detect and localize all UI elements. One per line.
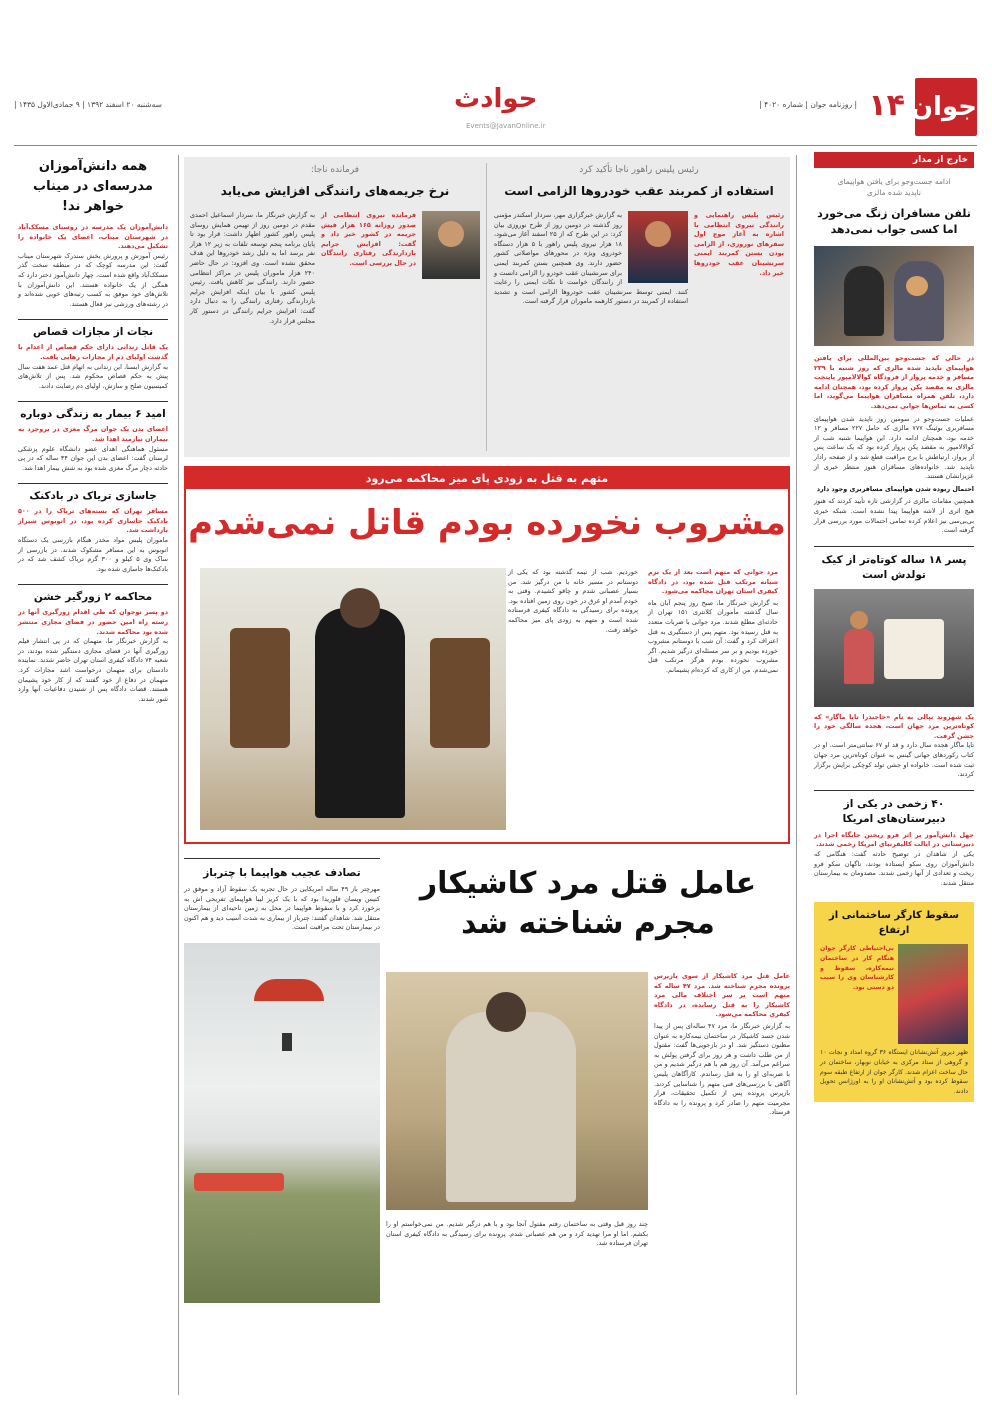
left-story3-headline: امید ۶ بیمار به زندگی دوباره [20,408,166,421]
page-number: ۱۴ [868,88,905,123]
kicker-label: خارج از مدار [814,152,974,168]
right-column [814,152,974,1102]
left-story2-lead: یک قاتل زندانی دارای حکم قصاص از اعدام با گذشت اولیای دم از مجازات رهایی یافت. [18,343,168,361]
airport-photo [814,246,974,346]
feature1-headline: مشروب نخورده بودم قاتل نمی‌شدم [188,503,786,543]
convict-photo [386,972,648,1210]
newspaper-logo: جوان [915,78,977,136]
divider [486,163,487,451]
left-story4-body: ماموران پلیس مواد مخدر هنگام بازرسی یک دستگاه اتوبوس به این مسافر مشکوک شدند. در بازرسی از ساک وی ۵ کیلو و ۳۰۰ گرم تریاک کشف شد که در بادکنک‌ها جاسازی شده بود. [18,536,168,573]
left-story3-body: مسئول هماهنگی اهدای عضو دانشگاه علوم پزشکی لرستان گفت: اعضای بدن این جوان ۳۴ ساله که در پی حادثه دچار مرگ مغزی شده بود به شش بیمار اهدا شد. [18,444,168,472]
masthead-divider [14,145,977,146]
left-story1-body: رئیس آموزش و پرورش بخش سندرک شهرستان میناب گفت: این مدرسه کوچک که در منطقه سخت گذر مسکک‌آباد واقع شده است، چهار دانش‌آموز دختر دارد که همگی از یک خانواده هستند. این دانش‌آموزان با تلاش‌های خود موفق به کسب رتبه‌های خوبی شده‌اند و در رشته‌های ورزشی نیز فعال هستند. [18,251,168,308]
left-story1-lead: دانش‌آموزان یک مدرسه در روستای مسکک‌آباد در شهرستان میناب، اعضای یک خانواده را تشکیل می‌دهند. [18,223,168,251]
story-intro: در حالی که جست‌وجو بین‌المللی برای یافتن هواپیمای ناپدید شده مالزی که روز شنبه با ۲۳۹ مسافر و خدمه پرواز از فرودگاه کوالالامپور پایتخت مالزی به مقصد پکن پرواز کرده بود، همچنان ادامه دارد، تلفن همراه مسافران هواپیما می‌گوید، اما کسی به تماس‌ها جوابی نمی‌دهد. [814,354,974,410]
story3-headline: ۴۰ زخمی در یکی از دبیرستان‌های امریکا [842,797,946,825]
left-story2-body: به گزارش ایسنا، این زندانی به اتهام قتل عمد هفت سال پیش به حکم قصاص محکوم شد. پس از تلاش‌های کمیسیون صلح و سازش، اولیای دم رضایت دادند. [18,362,168,390]
top-stories-box [184,157,790,457]
feature2-bottom [386,1220,648,1249]
fine-body: به گزارش خبرنگار ما، سردار اسماعیل احمدی مقدم در دومین روز از تهیمن همایش روسای پلیس راهور کشور اظهار داشت: قرار بود تا پایان برنامه پنجم توسعه تلفات به زیر ۱۲ هزار نفر برسد اما به دلیل رشد خودروها این هدف محقق نشده است. وی افزود: در حال حاضر ۲۴۰ هزار ماموران پلیس در مراکز انتظامی حضور دارند. رانندگی نیز کاهش یافت. رئیس پلیس کشور با بیان اینکه افزایش جرایم بازدارندگی رفتاری رانندگی را به دنبال دارد گفت: افزایش جرایم رانندگی در دستور کار مجلس قرار دارد. [190,211,315,325]
feature1-body: به گزارش خبرنگار ما، صبح روز پنجم آبان ماه سال گذشته مأموران کلانتری ۱۵۱ تهران از حادثه‌ای مطلع شدند. مرد جوانی با ضربات متعدد به قتل رسیده بود. متهم پس از دستگیری به قتل اعتراف کرد و گفت: آن شب با دوستانم مشروب خورده بودیم و بر سر مسئله‌ای درگیر شدیم. اگر مشروب نخورده بودم هرگز مرتکب قتل نمی‌شدم. من از کاری که کرده‌ام پشیمانم. [648,598,778,674]
story4-lead: بی‌احتیاطی کارگر جوان هنگام کار در ساختمان نیمه‌کاره، سقوط و کارشناسان وی را سبب دو دستی بود. [820,945,894,991]
feature3 [184,858,380,1398]
section-email: Events@JavanOnline.ir [466,122,546,130]
lead-small: ادامه جست‌وجو برای یافتن هواپیمای ناپدید شده مالزی [837,177,951,197]
police-kicker: رئیس پلیس راهور ناجا تأکید کرد [579,165,699,175]
paraglider-photo [184,943,380,1303]
feature2-lead: عامل قتل مرد کاشیکار از سوی بازپرس پرونده مجرم شناخته شد. مرد ۴۷ ساله که متهم است بر سر اختلاف مالی مرد کاشیکار را به قتل رسانده، در دادگاه کیفری محاکمه می‌شود. [654,972,790,1019]
fine-kicker: فرمانده ناجا: [310,165,360,175]
divider [18,401,168,402]
divider [18,319,168,320]
left-column [18,157,168,704]
birthday-photo [814,589,974,707]
story-body: عملیات جست‌وجو در سومین روز ناپدید شدن هواپیمای مسافربری بوئینگ ۷۷۷ مالزی که حامل ۲۲۷ مسافر و ۱۲ خدمه بود، همچنان ادامه دارد. این هواپیما شنبه شب از کوالالامپور به مقصد پکن پرواز کرده بود که یک ساعت پس از پرواز، ارتباطش با برج مراقبت قطع شد و از صفحه رادار ناپدید شد. خانواده‌های مسافران هنوز منتظر خبری از عزیزانشان هستند. [814,414,974,481]
story4-headline: سقوط کارگر ساختمانی از ارتفاع [829,910,959,937]
story4-box [814,902,974,1102]
masthead [14,78,977,136]
fine-story [190,165,480,326]
police-body: به گزارش خبرگزاری مهر، سردار اسکندر مؤمنی روز گذشته در دومین روز از طرح نوروزی بیان کرد: در این طرح که از ۲۵ اسفند آغاز می‌شود، ۱۸ هزار نیروی پلیس راهور با ۵ هزار دستگاه خودروی ویژه در محورهای مواصلاتی کشور حضور دارند. وی همچنین بستن کمربند ایمنی برای سرنشینان عقب خودرو را الزامی دانست و از رانندگان خواست تا نکات ایمنی را رعایت کنند. ایمنی توسط سرنشینان عقب خودروها الزامی است و تشدید استفاده از کمربند در دستور کارهمه ماموران قرار گرفته است. [494,211,688,306]
story2-headline: پسر ۱۸ ساله کوتاه‌تر از کیک تولدش است [821,553,967,581]
fall-photo [898,944,968,1044]
feature1-col-right [648,568,778,676]
left-story5-headline: محاکمه ۲ زورگیر خشن [33,591,153,604]
feature1-box [184,466,790,844]
section-title: حوادث [454,84,538,114]
column-rule [178,155,179,1395]
story-headline: تلفن مسافران زنگ می‌خورد اما کسی جواب نمی‌دهد [817,207,971,236]
left-story3-lead: اعضای بدن یک جوان مرگ مغزی در بروجرد به بیماران نیازمند اهدا شد. [18,425,168,443]
feature2 [386,858,790,1398]
divider [814,546,974,547]
police-lead: رئیس پلیس راهنمایی و رانندگی نیروی انتظامی با اشاره به آغاز موج اول سفرهای نوروزی، از الزامی بودن بستن کمربند ایمنی سرنشینان عقب خودروها خبر داد. [694,211,784,277]
date-info: سه‌شنبه ۲۰ اسفند ۱۳۹۲ | ۹ جمادی‌الاول ۱۴۳۵ | [14,100,162,109]
divider [18,483,168,484]
issue-info: | روزنامه جوان | شماره ۴۰۲۰ | [759,100,857,109]
feature1-lead: مرد جوانی که متهم است بعد از یک بزم شبانه مرتکب قتل شده بود، در دادگاه کیفری استان تهران محاکمه می‌شود. [648,568,778,596]
police-chief-photo [628,211,688,283]
story2-lead: یک شهروند نپالی به نام «خاجندرا تاپا ماگار» که کوتاه‌ترین مرد جهان است، هجده سالگی خود را جشن گرفت. [814,712,974,740]
suspect-photo [200,568,506,830]
police-story [494,165,784,307]
column-rule [796,155,797,1395]
left-story5-lead: دو پسر نوجوان که طی اقدام زورگیری آنها در رسته راه امین حضور در فضای مجازی منتشر شده بود محاکمه شدند. [18,608,168,636]
left-story1-headline: همه دانش‌آموزان مدرسه‌ای در میناب خواهر ند! [33,159,153,214]
left-story4-lead: مسافر تهران که بسته‌های تریاک را در ۵۰۰ بادکنک جاسازی کرده بود، در اتوبوس شیراز بازداشت شد. [18,507,168,535]
story2-body: تاپا ماگار هجده سال دارد و قد او ۶۷ سانتی‌متر است. او در کتاب رکوردهای جهانی گینس به عنوان کوتاه‌ترین مرد جهان ثبت شده است. خانواده او جشن تولد کوچکی برایش برگزار کردند. [814,741,974,779]
commander-photo [422,211,480,279]
divider [814,790,974,791]
feature3-body: مهرچتر باز ۴۹ ساله امریکایی در حال تجربه یک سقوط آزاد و موفق در کنیس ویسان فلوریدا بود که با یک کریز لیبا هواپیمای تفریحی اش به برخورد کرد و با سقوط هواپیما در محل به زمین ناحیه‌ای از بیمارستان منتقل شد. شاهدان گفتند: چترباز از بیماری به شدت آسیب دید و هم اکنون در بیمارستان تحت مراقبت است. [184,885,380,932]
story4-body: ظهر دیروز آتش‌نشانان ایستگاه ۳۶ گروه امداد و نجات ۱۰ و گروهی از ستاد مرکزی به خیابان نوبهار، ساختمان در حال ساخت اعزام شدند. کارگر جوان از ارتفاع طبقه سوم سقوط کرده بود و آتش‌نشانان او را به اورژانس تحویل دادند. [820,1049,969,1095]
feature2-headline: عامل قتل مرد کاشیکار مجرم شناخته شد [419,866,757,941]
feature2-right-col [654,972,790,1118]
fine-headline: نرخ جریمه‌های رانندگی افزایش می‌یابد [220,184,450,198]
feature1-body-2: خوردیم. شب از نیمه گذشته بود که یکی از دوستانم در مسیر خانه با من درگیر شد. من بسیار عصبانی شدم و چاقو کشیدم. وقتی به خودم آمدم او غرق در خون روی زمین افتاده بود. پرونده برای رسیدگی به دادگاه کیفری فرستاده شده است و متهم به زودی پای میز محاکمه خواهد رفت. [508,568,638,634]
story-subhead: احتمال ربوده شدن هواپیمای مسافربری وجود دارد [816,484,974,493]
feature1-col-left [508,568,638,635]
story3-body: یکی از شاهدان در توضیح حادثه گفت: هنگامی که دانش‌آموزان روی سکو ایستاده بودند، ناگهان سکو فرو ریخت و تعدادی از آنها زخمی شدند. مصدومان به بیمارستان منتقل شدند. [814,850,974,887]
left-story5-body: به گزارش خبرنگار ما، متهمان که در پی انتشار فیلم زورگیری آنها در فضای مجازی دستگیر شده بودند، در شعبه ۷۴ دادگاه کیفری استان تهران حاضر شدند. نماینده دادستان برای متهمان درخواست اشد مجازات کرد. متهمان در دفاع از خود گفتند که از کار خود پشیمان هستند. قضات دادگاه پس از شنیدن دفاعیات آنها وارد شور شدند. [18,637,169,703]
divider [18,584,168,585]
feature2-body: به گزارش خبرنگار ما، مرد ۴۷ ساله‌ای پس از پیدا شدن جسد کاشیکار در ساختمان نیمه‌کاره به عنوان مظنون دستگیر شد. او در بازجویی‌ها گفت: مقتول از من طلب داشت و هر روز برای گرفتن پولش به سراغم می‌آمد. آن روز هم با هم درگیر شدیم و من با ضربه‌ای او را به قتل رساندم. کارآگاهان پلیس آگاهی با بررسی‌های فنی متهم را شناسایی کردند. بازپرس پرونده پس از تکمیل تحقیقات، قرار مجرمیت متهم را صادر کرد و پرونده را به دادگاه فرستاد. [654,1021,790,1117]
feature2-body-2: چند روز قبل وقتی به ساختمان رفتم مقتول آنجا بود و با هم درگیر شدیم. من نمی‌خواستم او را بکشم. اما او مرا تهدید کرد و من هم عصبانی شدم. پرونده برای رسیدگی به دادگاه کیفری استان تهران فرستاده شد. [386,1220,648,1248]
story-body-2: همچنین مقامات مالزی در گزارشی تازه تأیید کردند که هنوز هیچ اثری از لاشه هواپیما پیدا نشده است. شبکه خبری بی‌بی‌سی نیز اعلام کرده تمامی احتمالات مورد بررسی قرار گرفته است. [814,497,974,535]
left-story4-headline: جاسازی تریاک در بادکنک [29,490,157,503]
feature3-headline: تصادف عجیب هواپیما با چترباز [203,867,361,879]
feature1-kicker: متهم به قتل به زودی پای میز محاکمه می‌رود [186,468,788,489]
police-headline: استفاده از کمربند عقب خودروها الزامی است [504,184,774,198]
fine-lead: فرمانده نیروی انتظامی از صدور روزانه ۱۶۵ هزار فیش جریمه در کشور خبر داد و گفت: افزایش جرایم بازدارندگی رفتاری رانندگان در حال بررسی است. [321,211,416,267]
story3-lead: جهل دانش‌آموز بر اثر فرو ریختن جایگاه اجرا در دبیرستانی در ایالت کالیفرنیای امریکا زخمی شدند. [814,830,974,849]
left-story2-headline: نجات از مجازات قصاص [32,326,154,339]
